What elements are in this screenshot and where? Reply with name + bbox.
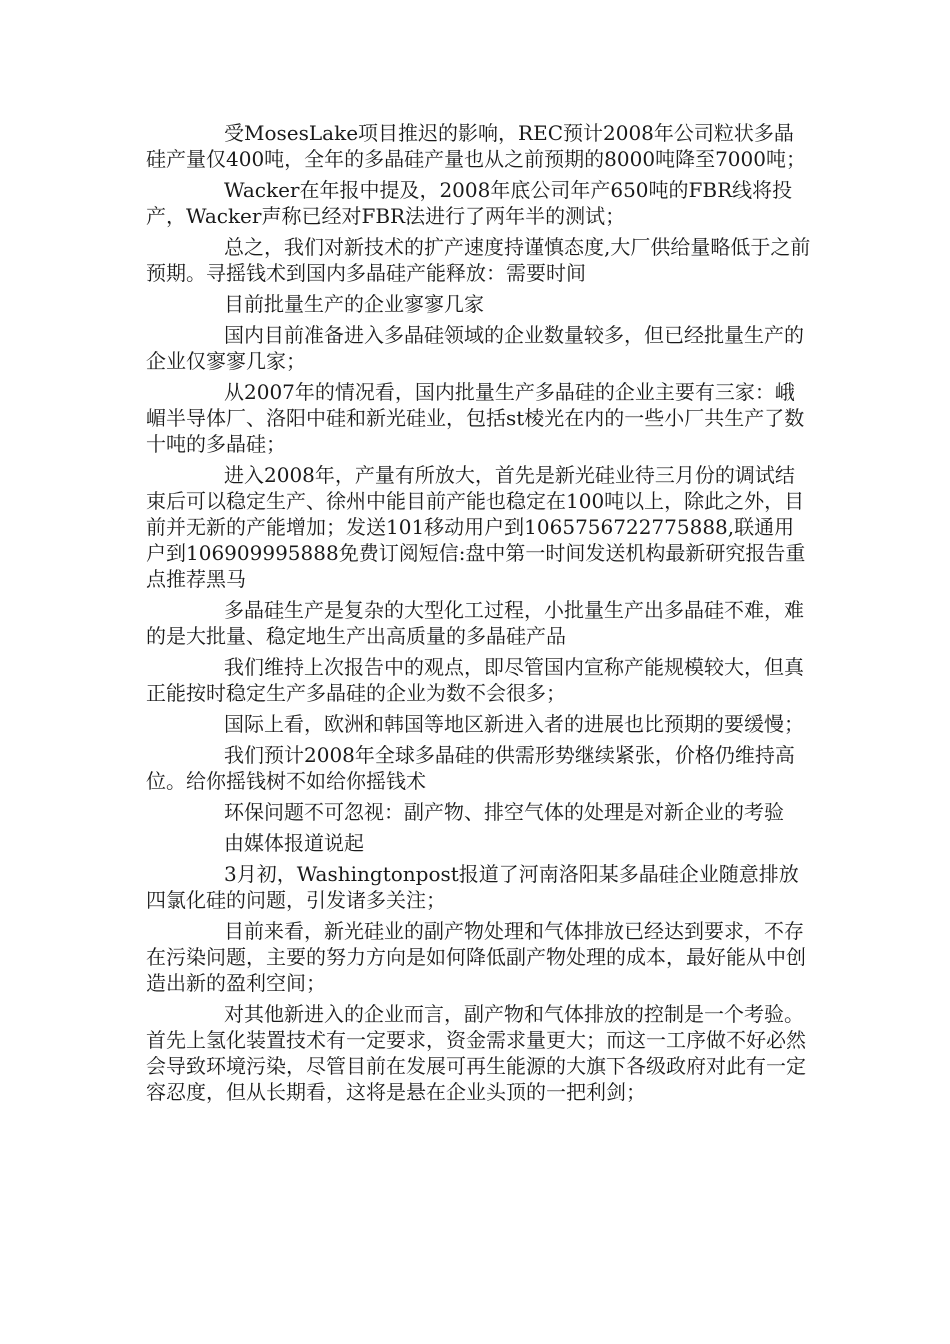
- paragraph-xinguang-status: 目前来看，新光硅业的副产物处理和气体排放已经达到要求，不存在污染问题，主要的努力方向是如何降低副产物处理的成本，最好能从中创造出新的盈利空间；: [146, 919, 806, 995]
- document-body: [146, 120, 812, 1110]
- paragraph-international: 国际上看，欧洲和韩国等地区新进入者的进展也比预期的要缓慢；: [224, 712, 804, 736]
- section-heading-few-producers: 目前批量生产的企业寥寥几家: [224, 292, 484, 316]
- paragraph-rec-output: 受MosesLake项目推迟的影响，REC预计2008年公司粒状多晶硅产量仅400吨，全年的多晶硅产量也从之前预期的8000吨降至7000吨；: [146, 121, 806, 171]
- paragraph-wacker-fbr: Wacker在年报中提及，2008年底公司年产650吨的FBR线将投产，Wacker声称已经对FBR法进行了两年半的测试；: [146, 178, 793, 228]
- section-heading-environment: 环保问题不可忽视：副产物、排空气体的处理是对新企业的考验: [224, 800, 784, 824]
- paragraph-summary: 总之，我们对新技术的扩产速度持谨慎态度,大厂供给量略低于之前预期。寻摇钱术到国内多晶硅产能释放：需要时间: [146, 235, 811, 285]
- paragraph-washington-post: 3月初，Washingtonpost报道了河南洛阳某多晶硅企业随意排放四氯化硅的问题，引发诸多关注；: [146, 862, 799, 912]
- paragraph-2008-output: 进入2008年，产量有所放大，首先是新光硅业待三月份的调试结束后可以稳定生产、徐州中能目前产能也稳定在100吨以上，除此之外，目前并无新的产能增加；发送101移动用户到1065756722775888,联通用户到106909995888免费订阅短信:盘中第一时间发送机构最新研究报告重点推荐黑马: [146, 463, 806, 591]
- paragraph-new-entrants-challenge: 对其他新进入的企业而言，副产物和气体排放的控制是一个考验。首先上氢化装置技术有一定要求，资金需求量更大；而这一工序做不好必然会导致环境污染，尽管目前在发展可再生能源的大旗下各级政府对此有一定容忍度，但从长期看，这将是悬在企业头顶的一把利剑；: [146, 1002, 806, 1104]
- paragraph-maintain-view: 我们维持上次报告中的观点，即尽管国内宣称产能规模较大，但真正能按时稳定生产多晶硅的企业为数不会很多；: [146, 655, 804, 705]
- paragraph-production-complexity: 多晶硅生产是复杂的大型化工过程，小批量生产出多晶硅不难，难的是大批量、稳定地生产出高质量的多晶硅产品: [146, 598, 804, 648]
- paragraph-2007-producers: 从2007年的情况看，国内批量生产多晶硅的企业主要有三家：峨嵋半导体厂、洛阳中硅和新光硅业，包括st棱光在内的一些小厂共生产了数十吨的多晶硅；: [146, 380, 805, 456]
- paragraph-domestic-entrants: 国内目前准备进入多晶硅领域的企业数量较多，但已经批量生产的企业仅寥寥几家；: [146, 323, 804, 373]
- section-heading-media: 由媒体报道说起: [224, 831, 364, 855]
- paragraph-2008-forecast: 我们预计2008年全球多晶硅的供需形势继续紧张，价格仍维持高位。给你摇钱树不如给你摇钱术: [146, 743, 795, 793]
